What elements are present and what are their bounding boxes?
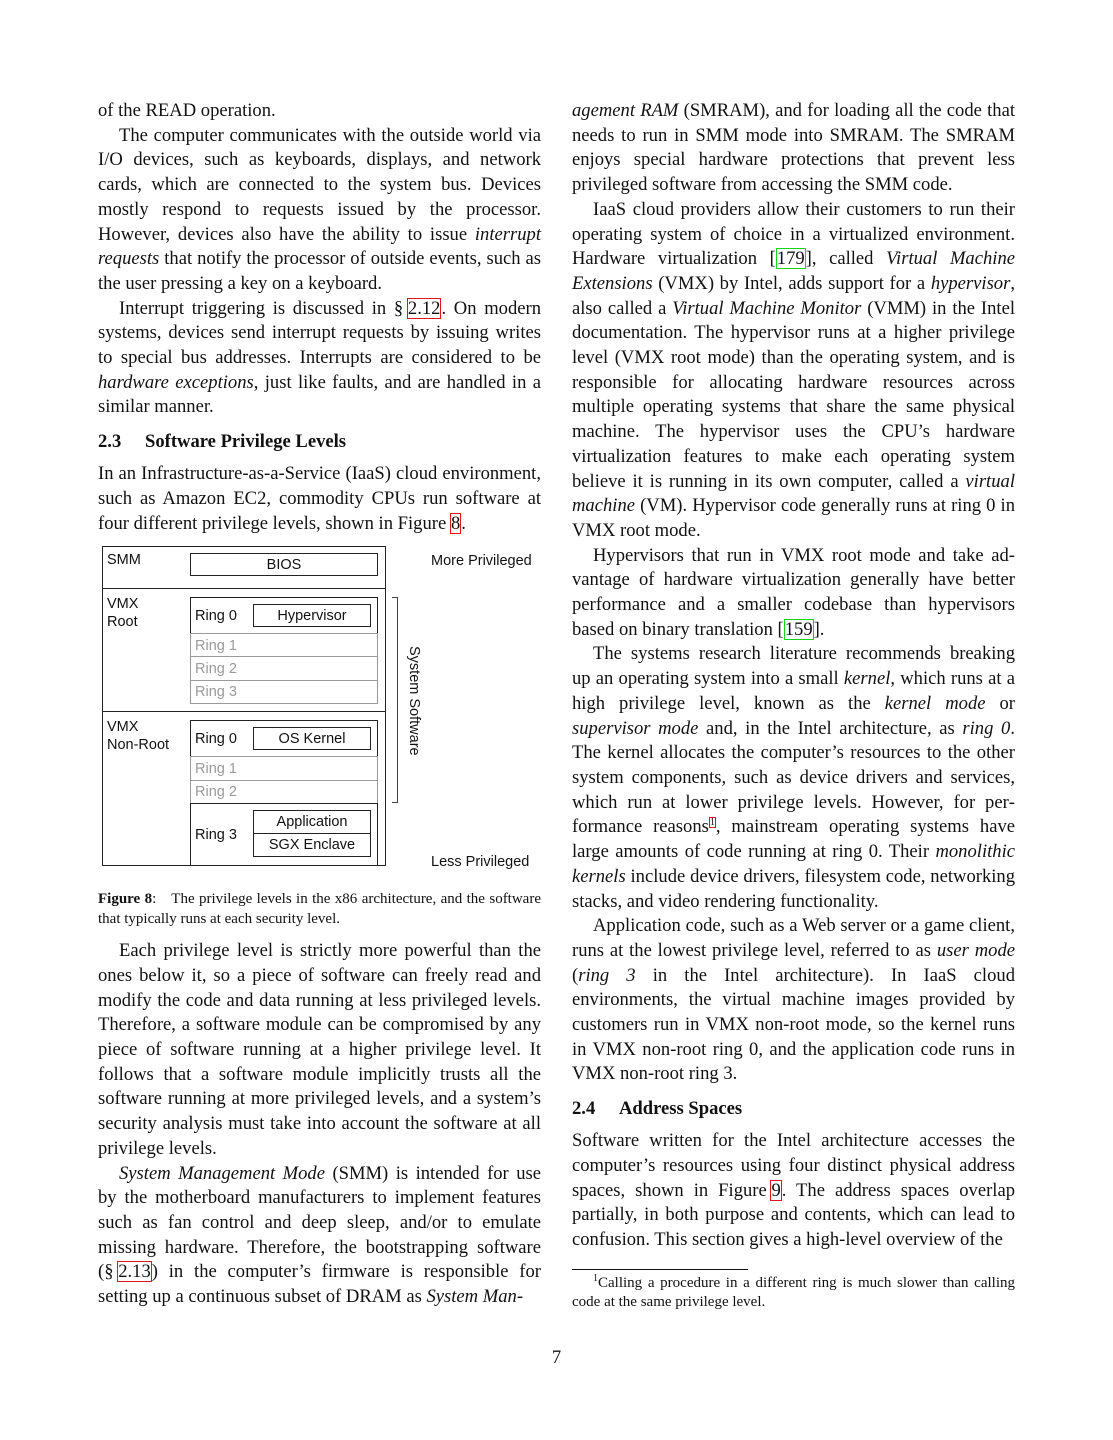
sgx-enclave-box [253, 833, 371, 857]
text: (VMX) by Intel, adds support for a [652, 272, 931, 294]
citation-link[interactable]: 159 [784, 618, 813, 640]
text: , also called a [572, 272, 1015, 319]
emphasis: ring 0 [962, 717, 1011, 739]
footnote [572, 1274, 1015, 1313]
text: . On modern systems, devices send interrupt requests by issuing writes to special bus addresses. Interrupts are considered to be [98, 297, 541, 369]
ring-divider [190, 680, 378, 681]
paragraph [98, 99, 541, 124]
text: and, in the Intel architecture, as [698, 717, 963, 739]
paragraph [98, 462, 541, 536]
vmx-root-label-1: VMX [107, 596, 139, 613]
text: , which runs at a high privilege level, known as the [572, 668, 1015, 714]
text: The systems research literature recommends breaking up an operating system into a small [572, 643, 1015, 690]
text: Software written for the Intel architecture accesses the computer’s resources using four distinct physical address spaces, shown in Figure [572, 1130, 1015, 1201]
text: (SMRAM), and for loading all the code that needs to run in SMM mode into SMRAM. The SMRAM enjoys special hardware protections that prevent less privileged software from accessing the SMM code. [572, 100, 1015, 196]
figure-caption [98, 890, 541, 929]
text: . The kernel allocates the computer’s resources to the other system components, such as device drivers and services, which run at lower privilege levels. However, for performance reasons [572, 717, 1015, 838]
text: Interrupt triggering is discussed in § [119, 297, 407, 319]
section-number: 2.3 [98, 431, 122, 453]
footnote-rule [572, 1269, 748, 1270]
text: . The address spaces overlap partially, in both purpose and contents, which can lead to confusion. This section gives a high-level overview of the [572, 1179, 1016, 1250]
application-box [253, 810, 371, 834]
section-heading [572, 1097, 1015, 1121]
text: ]. [813, 618, 825, 640]
root-ring1-label: Ring 1 [195, 638, 237, 655]
emphasis: supervisor mode [572, 717, 699, 739]
bios-box [190, 553, 378, 576]
system-software-bracket [392, 597, 398, 803]
text: (SMM) is intended for use by the motherboard manufacturers to implement features such as fan control and deep sleep, and/or to emulate missing hardware. Therefore, the bootstrapping software (§ [98, 1162, 541, 1283]
section-number: 2.4 [572, 1098, 596, 1120]
footnote-text: Calling a procedure in a different ring is much slower than calling code at the same privilege level. [572, 1274, 1015, 1311]
text: , mainstream operating systems have large amounts of code running at ring 0. Their [572, 816, 1015, 863]
text: of the [98, 100, 146, 121]
emphasis: System Man- [426, 1286, 524, 1308]
text: operation. [196, 100, 276, 121]
section-ref-link[interactable]: 2.12 [407, 297, 441, 319]
text: Application code, such as a Web server or a game client, runs at the lowest privilege level, referred to as [572, 915, 1015, 961]
caption-text: : The privilege levels in the x86 architecture, and the software that typically runs at each security level. [98, 891, 541, 927]
paragraph [572, 914, 1015, 1087]
os-kernel-box [253, 727, 371, 750]
text: . [461, 512, 466, 534]
text: that notify the processor of outside events, such as the user pressing a key on a keyboard. [98, 248, 541, 294]
figure-ref-link[interactable]: 8 [450, 512, 461, 534]
caption-label: Figure 8 [98, 891, 153, 908]
ring-divider [190, 780, 378, 781]
emphasis: hardware exceptions [98, 371, 254, 393]
nonroot-ring0-label: Ring 0 [195, 731, 237, 748]
text: ( [572, 964, 579, 986]
bios-label: BIOS [266, 557, 302, 574]
sgx-enclave-label: SGX Enclave [268, 837, 356, 854]
text: , just like faults, and are handled in a similar manner. [98, 371, 541, 418]
nonroot-ring1-label: Ring 1 [195, 761, 237, 778]
paragraph [98, 1162, 541, 1310]
section-heading [98, 430, 541, 454]
text: Each privilege level is strictly more powerful than the ones below it, so a piece of software can freely read and modify the code and data running at less privileged levels. Therefore, a software module can be compromised by any piece of software running at a higher privilege level. It follows that a software module implicitly trusts all the software running at more privileged levels, and a system’s security analysis must take into account the software at all privilege levels. [98, 940, 541, 1159]
paragraph [572, 642, 1015, 914]
vmx-root-label-2: Root [107, 614, 138, 631]
paragraph [98, 939, 541, 1161]
emphasis: agement RAM [572, 100, 679, 121]
read-op-smallcaps: READ [145, 100, 197, 121]
citation-link[interactable]: 179 [776, 248, 805, 270]
text: IaaS cloud providers allow their customers to run their operating system of choice in a virtualized environment. Hardware virtualization [ [572, 198, 1015, 270]
footnote-mark: 1 [593, 1272, 598, 1284]
paragraph [98, 297, 541, 421]
emphasis: Virtual Machine Extensions [572, 248, 1015, 294]
os-kernel-label: OS Kernel [278, 731, 346, 748]
text: or [985, 692, 1015, 714]
root-ring0-label: Ring 0 [195, 608, 237, 625]
text: In an Infrastructure-as-a-Service (IaaS) cloud environment, such as Amazon EC2, commodity CPUs run software at four different privilege levels, shown in Figure [98, 463, 541, 534]
nonroot-ring2-label: Ring 2 [195, 784, 237, 801]
left-column [98, 99, 541, 1310]
emphasis: ring 3 [578, 964, 636, 986]
section-title: Software Privilege Levels [145, 431, 347, 453]
emphasis: interrupt requests [98, 223, 541, 270]
root-ring3-label: Ring 3 [195, 684, 237, 701]
right-column [572, 99, 1015, 1313]
vmx-nonroot-label-1: VMX [107, 719, 139, 736]
paragraph [572, 99, 1015, 198]
footnote-ref-link[interactable]: 1 [709, 817, 715, 829]
emphasis: user mode [936, 939, 1015, 961]
application-label: Application [276, 814, 348, 831]
emphasis: kernel mode [884, 692, 986, 714]
text: ) in the computer’s firmware is responsible for setting up a continuous subset of DRAM as [98, 1261, 541, 1308]
text: in the Intel architecture). In IaaS cloud environments, the virtual machine images provided by customers run in VMX non-root mode, so the kernel runs in VMX non-root ring 0, and the application code runs in VMX non-root ring 3. [572, 964, 1015, 1085]
text: include device drivers, filesystem code, networking stacks, and video rendering functionality. [572, 865, 1015, 912]
emphasis: Virtual Machine Monitor [672, 297, 862, 319]
emphasis: System Management Mode [119, 1162, 325, 1184]
emphasis: virtual machine [572, 470, 1015, 517]
hypervisor-box [253, 604, 371, 627]
paragraph [572, 198, 1015, 544]
page-number: 7 [551, 1347, 562, 1368]
system-software-label: System Software [406, 646, 422, 756]
section-ref-link[interactable]: 2.13 [118, 1261, 151, 1283]
smm-label: SMM [107, 552, 141, 569]
text: ], called [805, 248, 887, 270]
privilege-levels-diagram [98, 546, 541, 876]
paragraph [98, 124, 541, 297]
section-title: Address Spaces [619, 1098, 743, 1120]
emphasis: hypervisor [930, 272, 1011, 294]
root-ring2-label: Ring 2 [195, 661, 237, 678]
ring-divider [190, 656, 378, 657]
text: The computer communicates with the outside world via I/O devices, such as keyboards, displays, and network cards, which are connected to the system bus. Devices mostly respond to requests issued by the processor. However, devices also have the ability to issue [98, 124, 541, 245]
text: (VMM) in the Intel documentation. The hypervisor runs at a higher privilege level (VMX root mode) than the operating system, and is responsible for allocating hardware resources across multiple operating systems that share the same physical machine. The hypervisor uses the CPU’s hardware virtualization features to make each operating system believe it is running in its own computer, called a [572, 297, 1015, 492]
emphasis: kernel [843, 668, 891, 690]
paragraph [572, 1129, 1015, 1253]
hypervisor-label: Hypervisor [277, 608, 347, 625]
text: (VM). Hypervisor code generally runs at ring 0 in VMX root mode. [572, 495, 1015, 541]
nonroot-ring3-label: Ring 3 [195, 827, 237, 844]
figure-ref-link[interactable]: 9 [771, 1179, 781, 1201]
text: Hypervisors that run in VMX root mode and take advantage of hardware virtualization generally have better performance and a smaller codebase than hypervisors based on binary translation [ [572, 544, 1015, 640]
vmx-nonroot-label-2: Non-Root [107, 737, 170, 754]
paragraph [572, 544, 1015, 643]
less-privileged-label: Less Privileged [431, 854, 530, 871]
more-privileged-label: More Privileged [431, 553, 532, 570]
emphasis: monolithic kernels [572, 841, 1015, 887]
